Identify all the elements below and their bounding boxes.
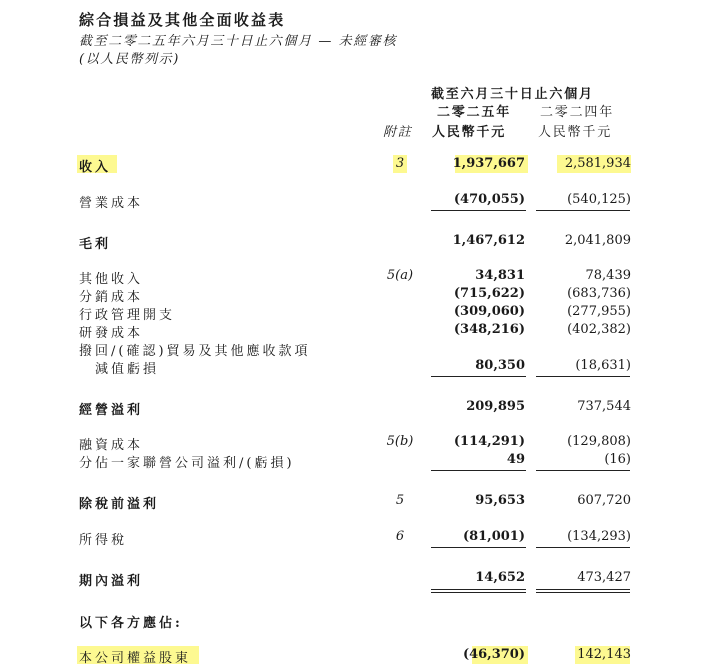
row-prior-profit-before-tax: 607,720: [577, 493, 631, 508]
header-unit-prior: 人民幣千元: [538, 125, 613, 140]
row-prior-finance-costs: (129,808): [567, 434, 631, 449]
header-year-current: 二零二五年: [437, 105, 512, 120]
row-prior-impairment: (18,631): [575, 358, 631, 373]
row-prior-revenue: 2,581,934: [564, 156, 631, 171]
row-label-revenue: 收入: [79, 160, 112, 175]
row-current-income-tax: (81,001): [462, 529, 525, 544]
row-prior-income-tax: (134,293): [567, 529, 631, 544]
underline: [431, 376, 526, 377]
row-label-equity-shareholders: 本公司權益股東: [79, 651, 192, 666]
row-current-revenue: 1,937,667: [452, 156, 525, 171]
row-current-rnd-costs: (348,216): [453, 322, 525, 337]
row-label-operating-profit: 經營溢利: [79, 403, 144, 418]
header-note: 附註: [383, 125, 413, 140]
row-current-distribution-costs: (715,622): [453, 286, 525, 301]
row-label-other-income: 其他收入: [79, 272, 144, 287]
underline: [431, 470, 526, 471]
header-unit-current: 人民幣千元: [432, 125, 507, 140]
double-underline: [431, 589, 526, 590]
row-prior-operating-profit: 737,544: [577, 399, 631, 414]
row-note-revenue: 3: [395, 156, 405, 171]
row-current-share-of-associate: 49: [506, 452, 525, 467]
row-prior-equity-shareholders: 142,143: [577, 647, 631, 662]
row-current-finance-costs: (114,291): [453, 434, 525, 449]
row-current-admin-expenses: (309,060): [453, 304, 525, 319]
double-underline: [536, 592, 630, 593]
statement-subtitle-period: 截至二零二五年六月三十日止六個月 — 未經審核: [79, 34, 398, 49]
underline: [431, 210, 526, 211]
double-underline: [536, 589, 630, 590]
row-label-distribution-costs: 分銷成本: [79, 290, 144, 305]
row-note-other-income: 5(a): [386, 268, 414, 283]
row-current-profit-before-tax: 95,653: [475, 493, 525, 508]
row-label-gross-profit: 毛利: [79, 237, 112, 252]
row-label-impairment-line2: 減值虧損: [95, 362, 160, 377]
row-current-gross-profit: 1,467,612: [452, 233, 525, 248]
row-label-income-tax: 所得稅: [79, 533, 128, 548]
row-prior-rnd-costs: (402,382): [567, 322, 631, 337]
row-current-cost-of-sales: (470,055): [453, 192, 525, 207]
row-current-equity-shareholders: (46,370): [462, 647, 525, 662]
row-label-attributable-to: 以下各方應佔:: [79, 616, 183, 631]
row-label-share-of-associate: 分佔一家聯營公司溢利/(虧損): [79, 456, 295, 471]
row-label-profit-before-tax: 除稅前溢利: [79, 497, 160, 512]
row-prior-gross-profit: 2,041,809: [564, 233, 631, 248]
underline: [536, 470, 630, 471]
row-prior-share-of-associate: (16): [604, 452, 631, 467]
row-prior-admin-expenses: (277,955): [567, 304, 631, 319]
row-current-operating-profit: 209,895: [466, 399, 525, 414]
header-period: 截至六月三十日止六個月: [431, 87, 594, 102]
underline: [431, 547, 526, 548]
underline: [536, 376, 630, 377]
row-label-impairment-line1: 撥回/(確認)貿易及其他應收款項: [79, 344, 311, 359]
row-current-impairment: 80,350: [475, 358, 525, 373]
row-prior-cost-of-sales: (540,125): [567, 192, 631, 207]
row-note-profit-before-tax: 5: [395, 493, 405, 508]
statement-title: 綜合損益及其他全面收益表: [79, 11, 286, 29]
row-current-other-income: 34,831: [475, 268, 525, 283]
row-label-rnd-costs: 研發成本: [79, 326, 144, 341]
header-year-prior: 二零二四年: [540, 105, 615, 120]
row-label-cost-of-sales: 營業成本: [79, 196, 144, 211]
row-prior-profit-for-period: 473,427: [577, 570, 631, 585]
row-note-finance-costs: 5(b): [386, 434, 414, 449]
row-label-finance-costs: 融資成本: [79, 438, 144, 453]
underline: [536, 547, 630, 548]
row-prior-distribution-costs: (683,736): [567, 286, 631, 301]
row-current-profit-for-period: 14,652: [475, 570, 525, 585]
row-prior-other-income: 78,439: [585, 268, 631, 283]
row-label-profit-for-period: 期內溢利: [79, 574, 144, 589]
double-underline: [431, 592, 526, 593]
underline: [536, 210, 630, 211]
row-label-admin-expenses: 行政管理開支: [79, 308, 176, 323]
row-note-income-tax: 6: [395, 529, 405, 544]
statement-subtitle-currency: (以人民幣列示): [79, 52, 180, 67]
